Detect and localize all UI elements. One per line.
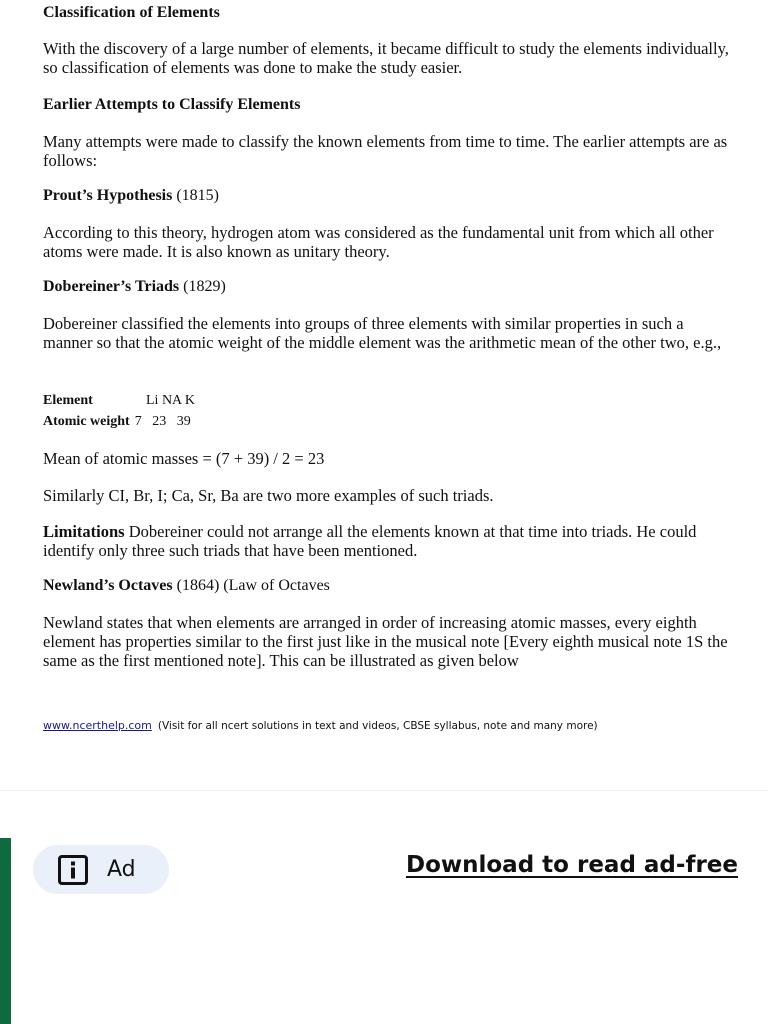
info-icon xyxy=(58,855,88,885)
earlier-attempts-heading: Earlier Attempts to Classify Elements xyxy=(43,96,301,113)
prout-heading-title: Prout’s Hypothesis xyxy=(43,187,173,204)
triad-table xyxy=(43,390,195,432)
similar-triads-text: Similarly CI, Br, I; Ca, Sr, Ba are two more examples of such triads. xyxy=(43,486,494,505)
earlier-attempts-paragraph: Many attempts were made to classify the known elements from time to time. The earlier attempts are as follows: xyxy=(43,132,728,170)
dobereiner-heading-year: (1829) xyxy=(183,278,226,295)
ad-accent-bar xyxy=(0,838,11,1024)
triad-row-element xyxy=(43,390,195,411)
newland-heading-year: (1864) (Law of Octaves xyxy=(176,577,330,594)
prout-heading xyxy=(43,187,219,205)
mean-formula: Mean of atomic masses = (7 + 39) / 2 = 23 xyxy=(43,449,325,468)
prout-heading-year: (1815) xyxy=(176,187,219,204)
element-values: Li NA K xyxy=(146,393,195,408)
element-label: Element xyxy=(43,393,93,408)
newland-heading xyxy=(43,577,330,595)
prout-paragraph: According to this theory, hydrogen atom was considered as the fundamental unit from which all other atoms were made. It is also known as unitary theory. xyxy=(43,223,714,261)
limitations-text: Dobereiner could not arrange all the elements known at that time into triads. He could identify only three such triads that have been mentioned. xyxy=(43,522,697,560)
doc-title: Classification of Elements xyxy=(43,4,220,21)
download-ad-free-link[interactable]: Download to read ad-free xyxy=(405,852,738,878)
dobereiner-heading xyxy=(43,278,226,296)
atomic-weight-label: Atomic weight xyxy=(43,414,130,429)
ad-label: Ad xyxy=(107,857,136,882)
newland-paragraph: Newland states that when elements are arranged in order of increasing atomic masses, every eighth element has properties similar to the first just like in the musical note [Every eighth musical note 1S the same as the first mentioned note]. This can be illustrated as given below xyxy=(43,613,728,670)
dobereiner-heading-title: Dobereiner’s Triads xyxy=(43,278,180,295)
footer-link[interactable]: www.ncerthelp.com xyxy=(43,719,152,732)
ad-badge[interactable] xyxy=(33,845,169,894)
ad-banner xyxy=(0,791,768,1024)
footer-note: (Visit for all ncert solutions in text and videos, CBSE syllabus, note and many more) xyxy=(157,720,598,732)
newland-heading-title: Newland’s Octaves xyxy=(43,577,173,594)
dobereiner-paragraph: Dobereiner classified the elements into groups of three elements with similar properties in such a manner so that the atomic weight of the middle element was the arithmetic mean of the other two, e.g., xyxy=(43,314,722,352)
triad-row-weight xyxy=(43,411,195,432)
limitations-label: Limitations xyxy=(43,522,125,541)
atomic-weight-values: 7 23 39 xyxy=(134,414,191,429)
intro-paragraph: With the discovery of a large number of elements, it became difficult to study the elements individually, so classification of elements was done to make the study easier. xyxy=(43,39,729,77)
limitations-paragraph xyxy=(43,522,733,560)
page-footer xyxy=(43,716,598,734)
